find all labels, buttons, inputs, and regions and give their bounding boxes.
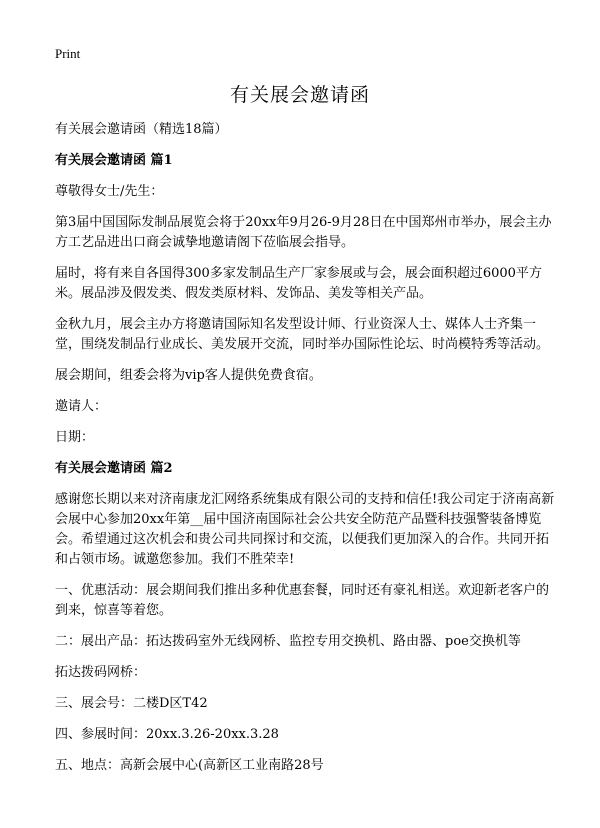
document-body xyxy=(55,120,555,787)
print-link[interactable]: Print xyxy=(55,46,81,61)
paragraph: 拓达拨码网桥： xyxy=(55,665,147,680)
paragraph: 邀请人： xyxy=(55,399,108,414)
document-subtitle: 有关展会邀请函（精选18篇） xyxy=(55,122,228,137)
paragraph: 展会期间，组委会将为vip客人提供免费食宿。 xyxy=(55,368,322,383)
paragraph: 届时，将有来自各国得300多家发制品生产厂家参展或与会，展会面积超过6000平方米。展品涉及假发类、假发类原材料、发饰品、美发等相关产品。 xyxy=(55,266,542,301)
paragraph: 尊敬得女士/先生： xyxy=(55,184,164,199)
section-heading-2: 有关展会邀请函 篇2 xyxy=(55,461,173,476)
paragraph: 金秋九月，展会主办方将邀请国际知名发型设计师、行业资深人士、媒体人士齐集一堂，围绕发制品行业成长、美发展开交流，同时举办国际性论坛、时尚模特秀等活动。 xyxy=(55,317,550,352)
paragraph: 日期： xyxy=(55,430,95,445)
paragraph: 三、展会号：二楼D区T42 xyxy=(55,696,208,711)
paragraph: 感谢您长期以来对济南康龙汇网络系统集成有限公司的支持和信任!我公司定于济南高新会展中心参加20xx年第__届中国济南国际社会公共安全防范产品暨科技强警装备博览会。希望通过这次机会和贵公司共同探讨和交流，以便我们更加深入的合作。共同开拓和占领市场。诚邀您参加。我们不胜荣幸! xyxy=(55,492,555,567)
paragraph: 一、优惠活动：展会期间我们推出多种优惠套餐，同时还有豪礼相送。欢迎新老客户的到来，惊喜等着您。 xyxy=(55,583,550,618)
paragraph: 五、地点：高新会展中心(高新区工业南路28号 xyxy=(55,758,324,773)
page-title: 有关展会邀请函 xyxy=(229,84,370,106)
paragraph: 第3届中国国际发制品展览会将于20xx年9月26-9月28日在中国郑州市举办，展会主办方工艺品进出口商会诚挚地邀请阁下莅临展会指导。 xyxy=(55,215,552,250)
paragraph: 二：展出产品：拓达拨码室外无线网桥、监控专用交换机、路由器、poe交换机等 xyxy=(55,634,521,649)
paragraph: 四、参展时间：20xx.3.26-20xx.3.28 xyxy=(55,727,279,742)
section-heading-1: 有关展会邀请函 篇1 xyxy=(55,153,173,168)
